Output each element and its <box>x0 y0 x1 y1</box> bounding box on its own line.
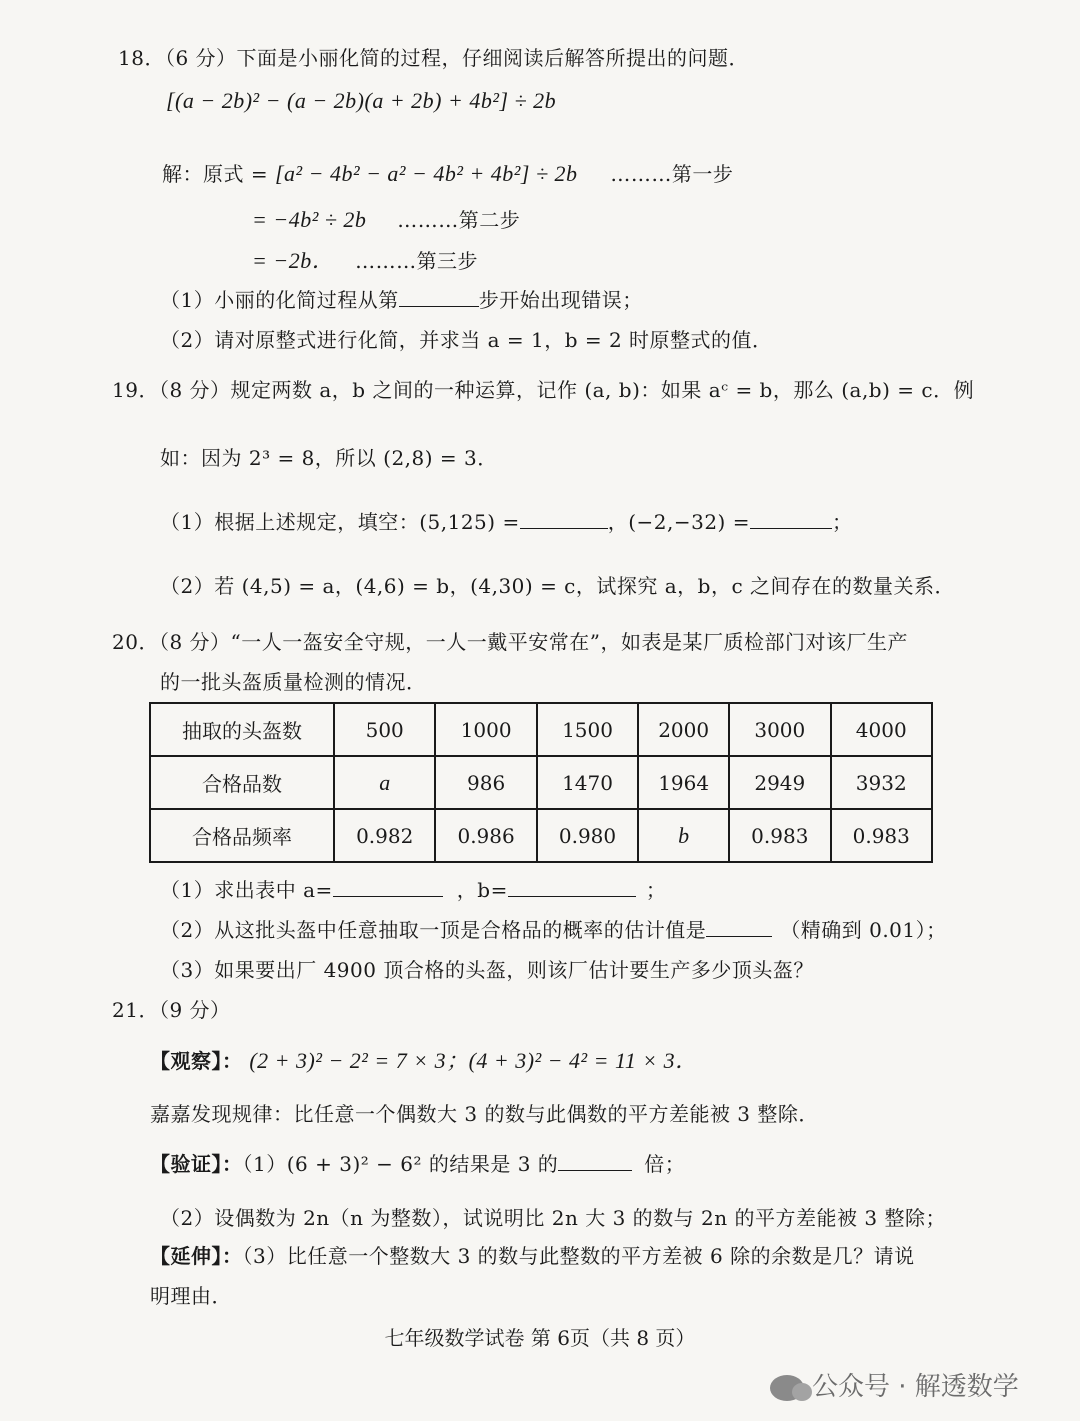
table-row <box>150 809 932 862</box>
q20-part1-blank-a[interactable] <box>333 878 443 897</box>
table-cell: 2949 <box>729 756 830 809</box>
table-cell: 1500 <box>537 703 638 756</box>
q21-observe <box>150 1044 698 1075</box>
q18-part1-blank[interactable] <box>399 288 479 307</box>
q21-verify-text: （1）(6 + 3)² − 6² 的结果是 3 的 <box>242 1152 559 1176</box>
q19-example: 如：因为 2³ = 8，所以 (2,8) = 3． <box>160 446 498 470</box>
q21-observe-expression: (2 + 3)² − 2² = 7 × 3；(4 + 3)² − 4² = 11 × 3． <box>249 1048 698 1073</box>
q18-step1-expression: [a² − 4b² − a² − 4b² + 4b²] ÷ 2b <box>274 161 578 186</box>
q21-extend-text: （3）比任意一个整数大 3 的数与此整数的平方差被 6 除的余数是几？请说 <box>242 1244 915 1268</box>
q19-part1-blank-2[interactable] <box>750 510 832 529</box>
q21-extend <box>150 1240 915 1269</box>
q18-step2-expression: = −4b² ÷ 2b <box>252 207 367 232</box>
table-cell: 合格品频率 <box>150 809 334 862</box>
watermark-text: 公众号 · 解透数学 <box>812 1372 1019 1402</box>
q19-part1-text-mid: ，(−2,−32) = <box>607 510 750 534</box>
table-cell: a <box>334 756 435 809</box>
table-cell: b <box>638 809 729 862</box>
q20-heading-line2: 的一批头盔质量检测的情况． <box>160 670 427 694</box>
q18-step3-expression: = −2b． <box>252 248 335 273</box>
q21-extend-continued: 明理由． <box>150 1284 232 1308</box>
q19-part1 <box>160 506 852 535</box>
table-cell: 0.986 <box>435 809 536 862</box>
q20-part1-text: （1）求出表中 a= <box>160 878 333 902</box>
q20-part1-text-end: ； <box>645 878 667 902</box>
wechat-logo-icon <box>770 1375 804 1401</box>
q18-step1-tag: ………第一步 <box>610 162 734 186</box>
q21-part2: （2）设偶数为 2n（n 为整数），试说明比 2n 大 3 的数与 2n 的平方差能被 3 整除； <box>160 1206 946 1230</box>
q21-verify-label: 【验证】： <box>150 1152 243 1176</box>
table-cell: 0.980 <box>537 809 638 862</box>
q21-rule: 嘉嘉发现规律：比任意一个偶数大 3 的数与此偶数的平方差能被 3 整除． <box>150 1102 819 1126</box>
table-cell: 3000 <box>729 703 830 756</box>
page-footer: 七年级数学试卷 第 6页（共 8 页） <box>384 1326 696 1350</box>
q19-part1-text-end: ； <box>831 510 853 534</box>
q18-part1-text-end: 步开始出现错误； <box>478 288 643 312</box>
q20-part1-text-mid: ，b= <box>456 878 508 902</box>
q21-heading: 21．（9 分） <box>112 998 231 1022</box>
q20-heading-line1: 20．（8 分）“一人一盔安全守规，一人一戴平安常在”，如表是某厂质检部门对该厂生产 <box>112 630 908 654</box>
q19-part2: （2）若 (4,5) = a，(4,6) = b，(4,30) = c，试探究 a，b，c 之间存在的数量关系． <box>160 574 956 598</box>
table-cell: 500 <box>334 703 435 756</box>
table-cell: 合格品数 <box>150 756 334 809</box>
table-cell: 1470 <box>537 756 638 809</box>
q18-step2-tag: ………第二步 <box>397 208 521 232</box>
q20-part2-text: （2）从这批头盔中任意抽取一顶是合格品的概率的估计值是 <box>160 918 707 942</box>
q18-step3-tag: ………第三步 <box>355 249 479 273</box>
q20-inspection-table <box>149 702 933 863</box>
table-cell: 2000 <box>638 703 729 756</box>
q21-extend-label: 【延伸】： <box>150 1244 243 1268</box>
q18-solution-step1 <box>162 158 733 187</box>
watermark <box>770 1366 1019 1403</box>
table-cell: 抽取的头盔数 <box>150 703 334 756</box>
table-cell: 3932 <box>831 756 932 809</box>
q20-part3: （3）如果要出厂 4900 顶合格的头盔，则该厂估计要生产多少顶头盔？ <box>160 958 814 982</box>
table-cell: 1000 <box>435 703 536 756</box>
q18-heading: 18．（6 分）下面是小丽化简的过程，仔细阅读后解答所提出的问题． <box>118 46 750 70</box>
table-cell: 1964 <box>638 756 729 809</box>
q20-part2-blank[interactable] <box>706 918 772 937</box>
table-cell: 0.983 <box>831 809 932 862</box>
q21-verify <box>150 1148 685 1177</box>
q19-heading: 19．（8 分）规定两数 a，b 之间的一种运算，记作 (a, b)：如果 aᶜ = b，那么 (a,b) = c．例 <box>112 378 975 402</box>
q18-solution-prefix: 解：原式 = <box>162 162 269 186</box>
q18-part1-text: （1）小丽的化简过程从第 <box>160 288 399 312</box>
table-cell: 0.983 <box>729 809 830 862</box>
table-cell: 0.982 <box>334 809 435 862</box>
q20-part1 <box>160 874 666 903</box>
q18-part1 <box>160 284 643 313</box>
q19-part1-blank-1[interactable] <box>520 510 608 529</box>
table-row <box>150 756 932 809</box>
q18-solution-step2 <box>252 204 520 233</box>
table-cell: 986 <box>435 756 536 809</box>
q20-part1-blank-b[interactable] <box>508 878 636 897</box>
q21-verify-blank[interactable] <box>558 1152 632 1171</box>
q18-expression: [(a − 2b)² − (a − 2b)(a + 2b) + 4b²] ÷ 2b <box>166 88 557 113</box>
q18-part2: （2）请对原整式进行化简，并求当 a = 1，b = 2 时原整式的值． <box>160 328 773 352</box>
q18-solution-step3 <box>252 244 478 275</box>
q21-verify-text-end: 倍； <box>644 1152 686 1176</box>
q19-part1-text: （1）根据上述规定，填空：(5,125) = <box>160 510 520 534</box>
table-row <box>150 703 932 756</box>
table-cell: 4000 <box>831 703 932 756</box>
q20-part2-text-end: （精确到 0.01）； <box>780 918 947 942</box>
q20-part2 <box>160 914 947 943</box>
q21-observe-label: 【观察】： <box>150 1049 243 1073</box>
